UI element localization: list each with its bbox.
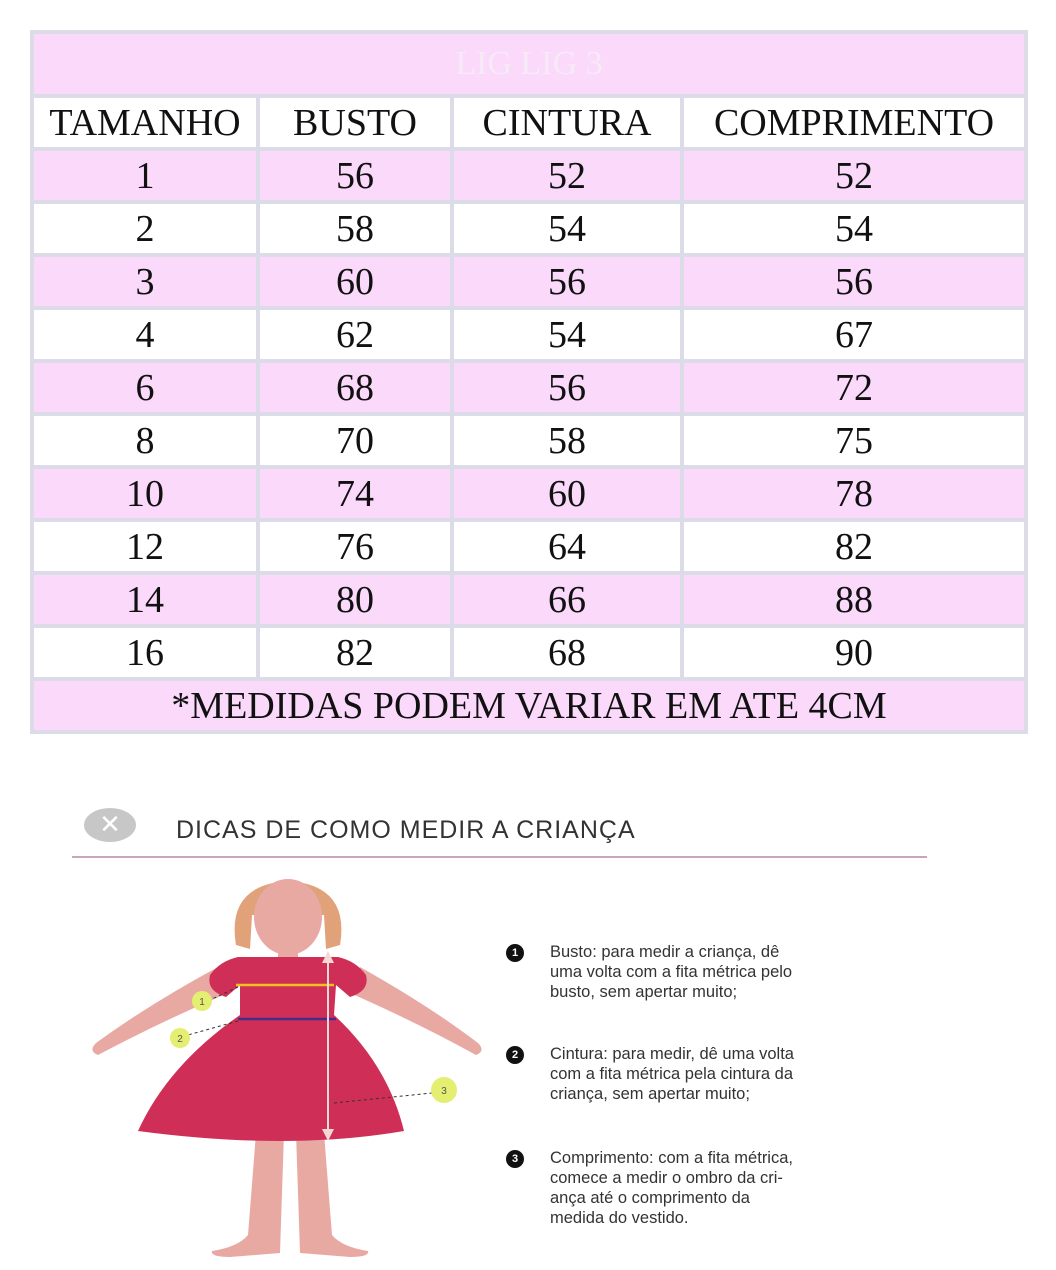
- tip-line: ança até o comprimento da: [550, 1189, 750, 1207]
- number-2-icon: 2: [506, 1046, 524, 1064]
- marker-2: 2: [177, 1034, 183, 1045]
- cell-waist: 56: [454, 363, 680, 412]
- tips-title: DICAS DE COMO MEDIR A CRIANÇA: [176, 816, 636, 844]
- cell-size: 2: [34, 204, 256, 253]
- table-row: [34, 628, 1024, 677]
- cell-size: 10: [34, 469, 256, 518]
- cell-length: 52: [684, 151, 1024, 200]
- tip-line: busto, sem apertar muito;: [550, 983, 738, 1001]
- cell-size: 3: [34, 257, 256, 306]
- table-row: [34, 469, 1024, 518]
- cell-size: 12: [34, 522, 256, 571]
- cell-bust: 74: [260, 469, 450, 518]
- cell-size: 4: [34, 310, 256, 359]
- tip-line: medida do vestido.: [550, 1209, 689, 1227]
- marker-1: 1: [199, 997, 205, 1008]
- header-comprimento: COMPRIMENTO: [684, 98, 1024, 147]
- tip-text: [550, 942, 926, 1002]
- table-row: [34, 522, 1024, 571]
- table-note: *MEDIDAS PODEM VARIAR EM ATE 4CM: [34, 681, 1024, 730]
- child-figure-illustration: [88, 875, 488, 1260]
- right-leg: [296, 1133, 368, 1257]
- cell-waist: 64: [454, 522, 680, 571]
- number-3-icon: 3: [506, 1150, 524, 1168]
- number-1-icon: 1: [506, 944, 524, 962]
- cell-bust: 58: [260, 204, 450, 253]
- head: [254, 879, 322, 955]
- cell-bust: 80: [260, 575, 450, 624]
- table-title: LIG LIG 3: [34, 34, 1024, 94]
- cell-waist: 58: [454, 416, 680, 465]
- cell-length: 67: [684, 310, 1024, 359]
- tip-line: uma volta com a fita métrica pelo: [550, 963, 793, 981]
- table-row: [34, 257, 1024, 306]
- cell-bust: 76: [260, 522, 450, 571]
- cell-size: 8: [34, 416, 256, 465]
- tip-text: [550, 1044, 926, 1104]
- table-row: [34, 151, 1024, 200]
- cell-bust: 82: [260, 628, 450, 677]
- tip-line: Cintura: para medir, dê uma volta: [550, 1045, 794, 1063]
- right-arm: [350, 967, 482, 1055]
- cell-length: 78: [684, 469, 1024, 518]
- cell-size: 1: [34, 151, 256, 200]
- table-note-row: [34, 681, 1024, 730]
- cell-length: 90: [684, 628, 1024, 677]
- cell-waist: 56: [454, 257, 680, 306]
- cell-waist: 52: [454, 151, 680, 200]
- tip-line: Comprimento: com a fita métrica,: [550, 1149, 793, 1167]
- table-row: [34, 204, 1024, 253]
- cell-bust: 60: [260, 257, 450, 306]
- cell-bust: 62: [260, 310, 450, 359]
- table-row: [34, 416, 1024, 465]
- left-leg: [212, 1133, 284, 1257]
- tip-text: [550, 1148, 926, 1228]
- tip-line: comece a medir o ombro da cri-: [550, 1169, 783, 1187]
- header-tamanho: TAMANHO: [34, 98, 256, 147]
- tip-line: criança, sem apertar muito;: [550, 1085, 750, 1103]
- cell-size: 16: [34, 628, 256, 677]
- cell-size: 6: [34, 363, 256, 412]
- cell-waist: 66: [454, 575, 680, 624]
- cell-length: 56: [684, 257, 1024, 306]
- header-cintura: CINTURA: [454, 98, 680, 147]
- table-row: [34, 310, 1024, 359]
- tips-header: [72, 804, 927, 858]
- cell-bust: 70: [260, 416, 450, 465]
- cell-length: 88: [684, 575, 1024, 624]
- cell-waist: 60: [454, 469, 680, 518]
- header-busto: BUSTO: [260, 98, 450, 147]
- neck: [278, 945, 298, 959]
- cell-length: 82: [684, 522, 1024, 571]
- cell-length: 75: [684, 416, 1024, 465]
- cell-waist: 54: [454, 310, 680, 359]
- cell-bust: 56: [260, 151, 450, 200]
- cell-bust: 68: [260, 363, 450, 412]
- marker-3: 3: [441, 1086, 447, 1097]
- tip-line: com a fita métrica pela cintura da: [550, 1065, 794, 1083]
- cell-size: 14: [34, 575, 256, 624]
- table-row: [34, 363, 1024, 412]
- cell-waist: 54: [454, 204, 680, 253]
- size-table: [30, 30, 1028, 734]
- cell-length: 54: [684, 204, 1024, 253]
- table-header-row: [34, 98, 1024, 147]
- cell-length: 72: [684, 363, 1024, 412]
- close-icon[interactable]: ✕: [84, 808, 136, 842]
- table-row: [34, 575, 1024, 624]
- cell-waist: 68: [454, 628, 680, 677]
- tip-line: Busto: para medir a criança, dê: [550, 943, 780, 961]
